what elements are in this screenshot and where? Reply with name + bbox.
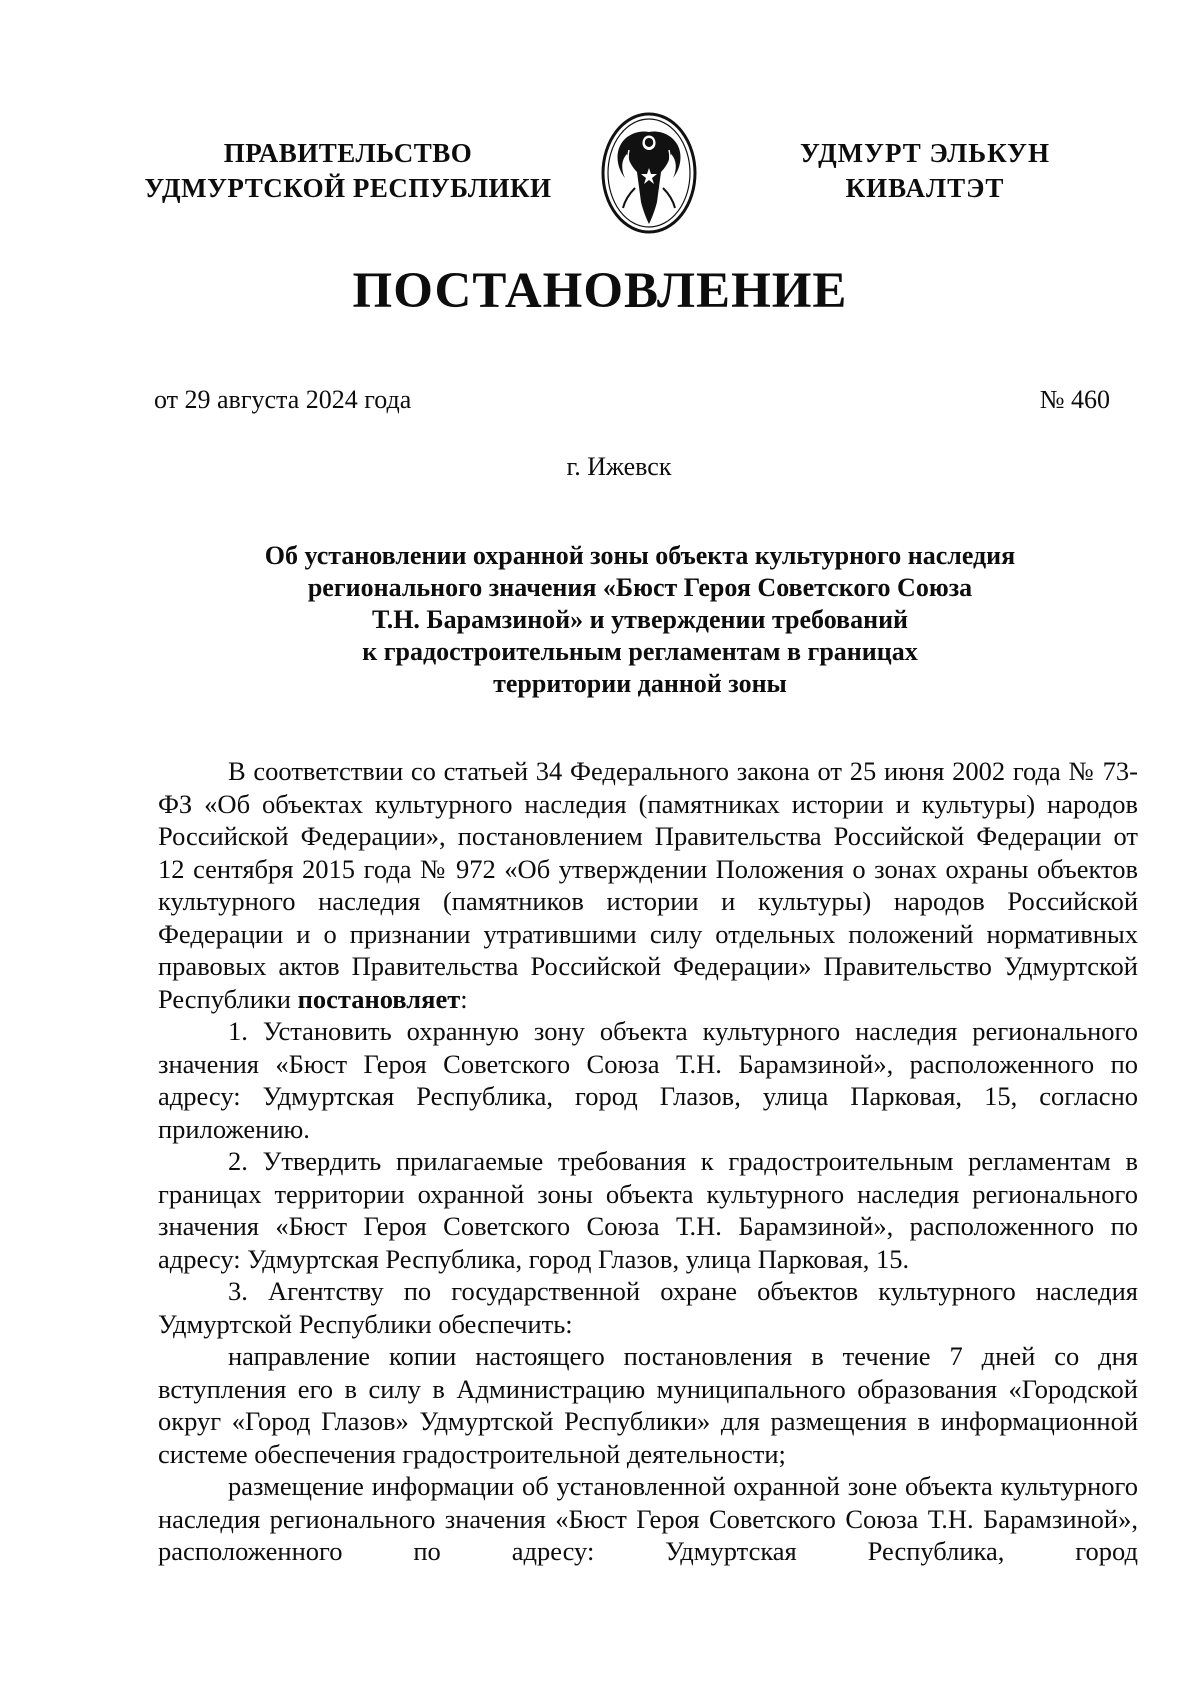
item-3-paragraph: 3. Агентству по государственной охране объектов культурного наследия Удмуртской Республики обеспечить:	[158, 1276, 1138, 1339]
title-line: Об установлении охранной зоны объекта культурного наследия	[264, 541, 1016, 570]
resolves-keyword: постановляет	[297, 983, 461, 1014]
document-number: № 460	[1039, 385, 1110, 414]
issuer-line-1: ПРАВИТЕЛЬСТВО	[223, 138, 473, 168]
preamble-colon: :	[460, 983, 468, 1014]
udmurtia-coat-of-arms-icon	[599, 110, 699, 236]
item-1-paragraph: 1. Установить охранную зону объекта культурного наследия регионального значения «Бюст Героя Советского Союза Т.Н. Барамзиной», расположенного по адресу: Удмуртская Республика, город Глазов, улица Парковая, 15, согласно приложению.	[158, 1016, 1138, 1144]
preamble-text: В соответствии со статьей 34 Федерального закона от 25 июня 2002 года № 73-ФЗ «Об объектах культурного наследия (памятниках истории и культуры) народов Российской Федерации», постановлением Правительства Российской Федерации от 12 сентября 2015 года № 972 «Об утверждении Положения о зонах охраны объектов культурного наследия (памятников истории и культуры) народов Российской Федерации и о признании утратившими силу отдельных положений нормативных правовых актов Правительства Российской Федерации» Правительство Удмуртской Республики	[158, 756, 1138, 1014]
issuer-udmurt-line-1: УДМУРТ ЭЛЬКУН	[800, 138, 1050, 168]
document-type-heading: ПОСТАНОВЛЕНИЕ	[352, 263, 848, 319]
title-line: к градостроительным регламентам в границах	[362, 637, 918, 666]
item-3a-paragraph: направление копии настоящего постановления в течение 7 дней со дня вступления его в силу в Администрацию муниципального образования «Городской округ «Город Глазов» Удмуртской Республики» для размещения в информационной системе обеспечения градостроительной деятельности;	[158, 1341, 1138, 1469]
title-line: Т.Н. Барамзиной» и утверждении требований	[371, 605, 909, 634]
issuer-line-2: УДМУРТСКОЙ РЕСПУБЛИКИ	[144, 173, 552, 203]
title-line: территории данной зоны	[493, 669, 787, 698]
title-line: регионального значения «Бюст Героя Советского Союза	[307, 573, 973, 602]
item-2-paragraph: 2. Утвердить прилагаемые требования к градостроительным регламентам в границах территории охранной зоны объекта культурного наследия регионального значения «Бюст Героя Советского Союза Т.Н. Барамзиной», расположенного по адресу: Удмуртская Республика, город Глазов, улица Парковая, 15.	[158, 1146, 1138, 1274]
issuer-name-udmurt	[775, 136, 1075, 206]
document-city: г. Ижевск	[566, 452, 672, 481]
issuer-name-russian	[128, 136, 568, 206]
document-body	[158, 755, 1138, 1568]
issuer-udmurt-line-2: КИВАЛТЭТ	[845, 173, 1005, 203]
preamble-paragraph	[158, 755, 1138, 1015]
document-date: от 29 августа 2024 года	[154, 385, 412, 414]
item-3b-paragraph: размещение информации об установленной охранной зоне объекта культурного наследия регионального значения «Бюст Героя Советского Союза Т.Н. Барамзиной», расположенного по адресу: Удмуртская Республика, город	[158, 1471, 1138, 1566]
document-title	[160, 540, 1120, 700]
